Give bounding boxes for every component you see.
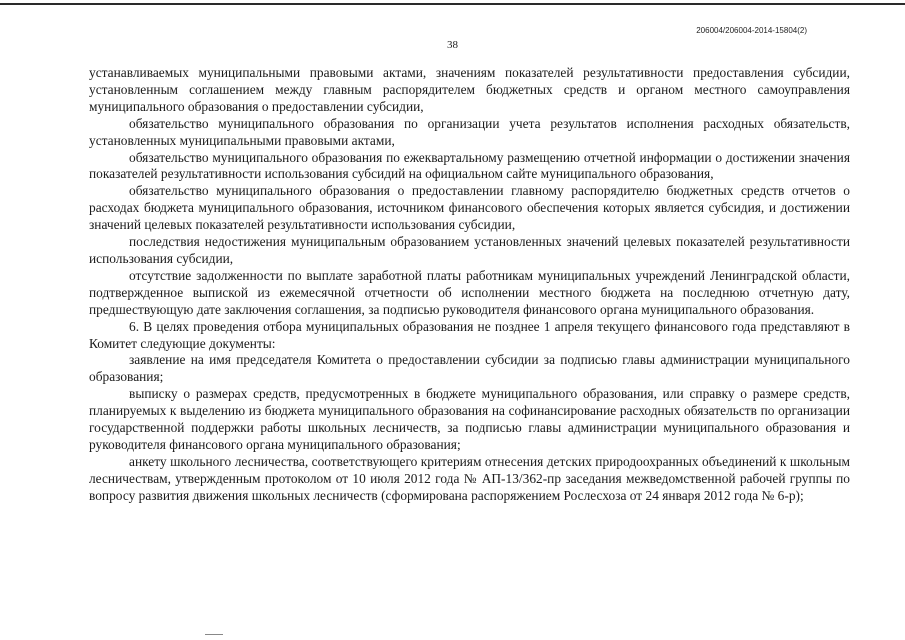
bottom-scan-mark (205, 634, 223, 635)
paragraph: обязательство муниципального образования по организации учета результатов исполнения расходных обязательств, установленных муниципальными правовыми актами, (89, 115, 850, 148)
paragraph: устанавливаемых муниципальными правовыми актами, значениям показателей результативности предоставления субсидии, установленным соглашением между главным распорядителем бюджетных средств и органом местного самоуправления муниципального образования о предоставлении субсидии, (89, 65, 850, 114)
top-border-line (0, 3, 905, 5)
paragraph: последствия недостижения муниципальным образованием установленных значений целевых показателей результативности использования субсидии, (89, 234, 850, 266)
paragraph: обязательство муниципального образования по ежеквартальному размещению отчетной информации о достижении значения показателей результативности использования субсидий на официальном сайте муниципального образования, (89, 149, 850, 182)
paragraph: 6. В целях проведения отбора муниципальных образования не позднее 1 апреля текущего финансового года представляют в Комитет следующие документы: (89, 318, 850, 351)
page-number: 38 (447, 39, 458, 51)
paragraph: выписку о размерах средств, предусмотренных в бюджете муниципального образования, или справку о размере средств, планируемых к выделению из бюджета муниципального образования на софинансирование расходных обязательств по организации государственной поддержки работы школьных лесничеств, за подписью главы администрации муниципального образования и руководителя финансового органа муниципального образования; (89, 386, 850, 452)
document-body (89, 65, 850, 505)
paragraph: отсутствие задолженности по выплате заработной платы работникам муниципальных учреждений Ленинградской области, подтвержденное выпиской из ежемесячной отчетности об исполнении местного бюджета на последнюю отчетную дату, предшествующую дате заключения соглашения, за подписью руководителя финансового органа муниципального образования. (89, 267, 850, 317)
paragraph: анкету школьного лесничества, соответствующего критериям отнесения детских природоохранных объединений к школьным лесничествам, утвержденным протоколом от 10 июля 2012 года № АП-13/362-пр заседания межведомственной рабочей группы по вопросу развития движения школьных лесничеств (сформирована распоряжением Рослесхоза от 24 января 2012 года № 6-р); (89, 453, 850, 503)
paragraph: обязательство муниципального образования о предоставлении главному распорядителю бюджетных средств отчетов о расходах бюджета муниципального образования, источником финансового обеспечения которых является субсидия, и достижении значений целевых показателей результативности использования субсидии, (89, 183, 850, 233)
paragraph: заявление на имя председателя Комитета о предоставлении субсидии за подписью главы администрации муниципального образования; (89, 352, 850, 385)
document-id: 206004/206004-2014-15804(2) (696, 26, 807, 35)
